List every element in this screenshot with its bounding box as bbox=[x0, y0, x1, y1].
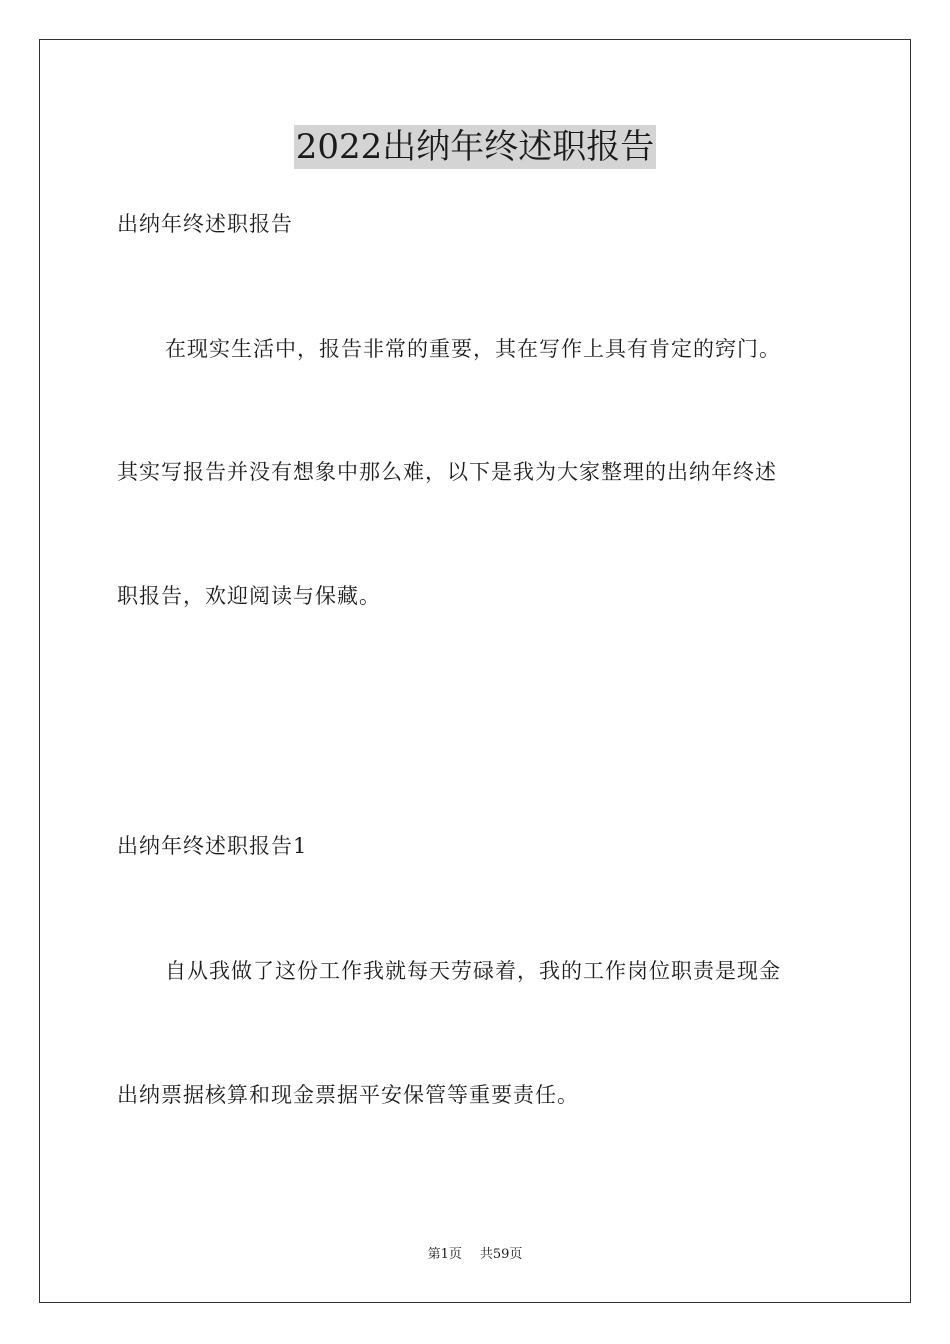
section-line-1: 自从我做了这份工作我就每天劳碌着，我的工作岗位职责是现金 bbox=[165, 959, 781, 983]
page-number: 第1页 bbox=[427, 1247, 462, 1262]
section-line-2: 出纳票据核算和现金票据平安保管等重要责任。 bbox=[117, 1083, 579, 1107]
title-container bbox=[0, 125, 950, 169]
section-heading: 出纳年终述职报告1 bbox=[117, 834, 308, 858]
document-title: 2022出纳年终述职报告 bbox=[295, 127, 655, 167]
intro-line-1: 在现实生活中，报告非常的重要，其在写作上具有肯定的窍门。 bbox=[165, 337, 781, 361]
intro-line-3: 职报告，欢迎阅读与保藏。 bbox=[117, 584, 381, 608]
intro-line-2: 其实写报告并没有想象中那么难，以下是我为大家整理的出纳年终述 bbox=[117, 460, 777, 484]
page-total: 共59页 bbox=[479, 1247, 523, 1262]
page-footer bbox=[0, 1246, 950, 1264]
document-subtitle: 出纳年终述职报告 bbox=[117, 212, 293, 236]
